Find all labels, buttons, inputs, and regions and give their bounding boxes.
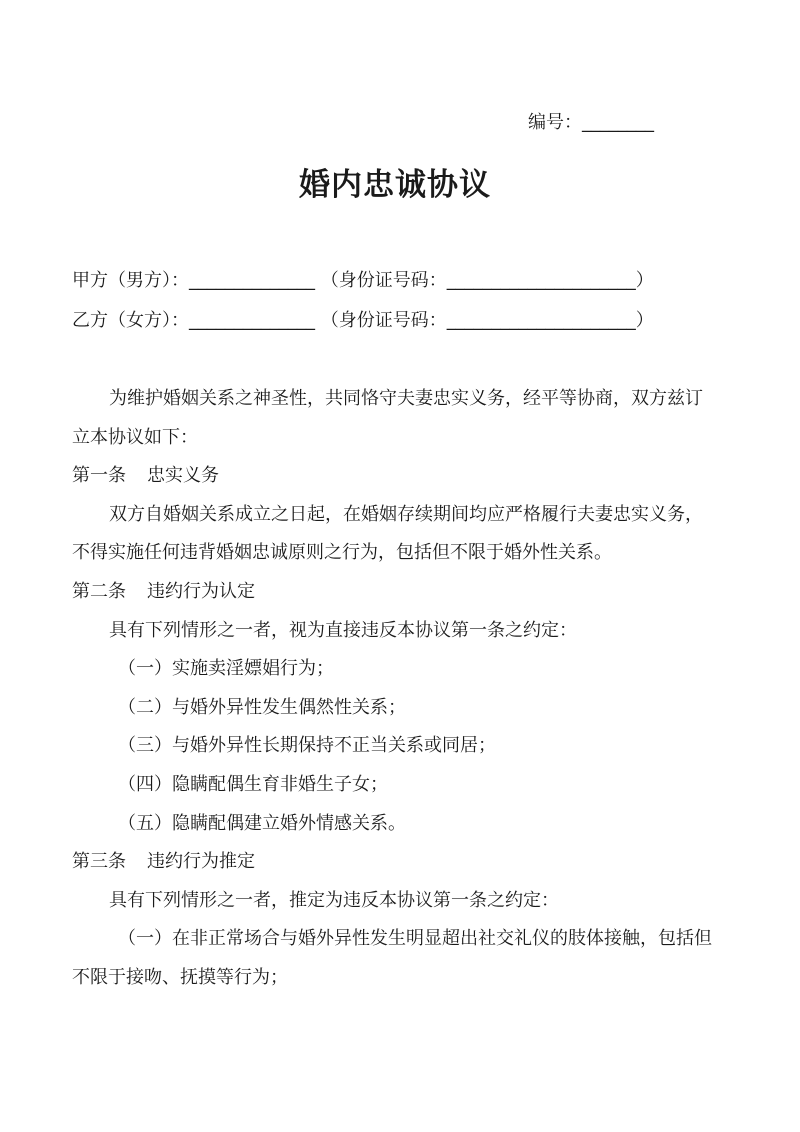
party-b-line: 乙方（女方）：______________ （身份证号码：_____________________）	[72, 310, 654, 331]
article-2-intro: 具有下列情形之一者，视为直接违反本协议第一条之约定：	[109, 619, 577, 641]
article-1-heading	[72, 457, 720, 496]
preamble-paragraph: 为维护婚姻关系之神圣性，共同恪守夫妻忠实义务，经平等协商，双方兹订立本协议如下：	[72, 388, 703, 448]
article-2-number: 第二条	[72, 580, 126, 602]
article-2-item-3: （三）与婚外异性长期保持不正当关系或同居；	[118, 735, 496, 757]
article-3-item-1: （一）在非正常场合与婚外异性发生明显超出社交礼仪的肢体接触，包括但不限于接吻、抚摸等行为；	[72, 928, 712, 988]
article-3-title: 违约行为推定	[147, 851, 255, 873]
article-2-heading	[72, 573, 720, 612]
article-3-number: 第三条	[72, 851, 126, 873]
document-serial-number: 编号：________	[528, 112, 654, 133]
article-3-heading	[72, 843, 720, 882]
party-a-line: 甲方（男方）：______________ （身份证号码：_____________________）	[72, 270, 654, 291]
article-1-body: 双方自婚姻关系成立之日起，在婚姻存续期间均应严格履行夫妻忠实义务，不得实施任何违背婚姻忠诚原则之行为，包括但不限于婚外性关系。	[72, 503, 703, 564]
article-2-item-4: （四）隐瞒配偶生育非婚生子女；	[118, 773, 388, 795]
document-title: 婚内忠诚协议	[299, 167, 491, 203]
article-1-title: 忠实义务	[147, 465, 219, 487]
article-1-number: 第一条	[72, 465, 126, 487]
article-3-intro: 具有下列情形之一者，推定为违反本协议第一条之约定：	[109, 889, 559, 911]
article-2-item-5: （五）隐瞒配偶建立婚外情感关系。	[118, 812, 406, 834]
article-2-item-1: （一）实施卖淫嫖娼行为；	[118, 658, 334, 680]
agreement-body	[72, 380, 720, 998]
article-2-item-2: （二）与婚外异性发生偶然性关系；	[118, 696, 406, 718]
article-2-title: 违约行为认定	[147, 580, 255, 602]
